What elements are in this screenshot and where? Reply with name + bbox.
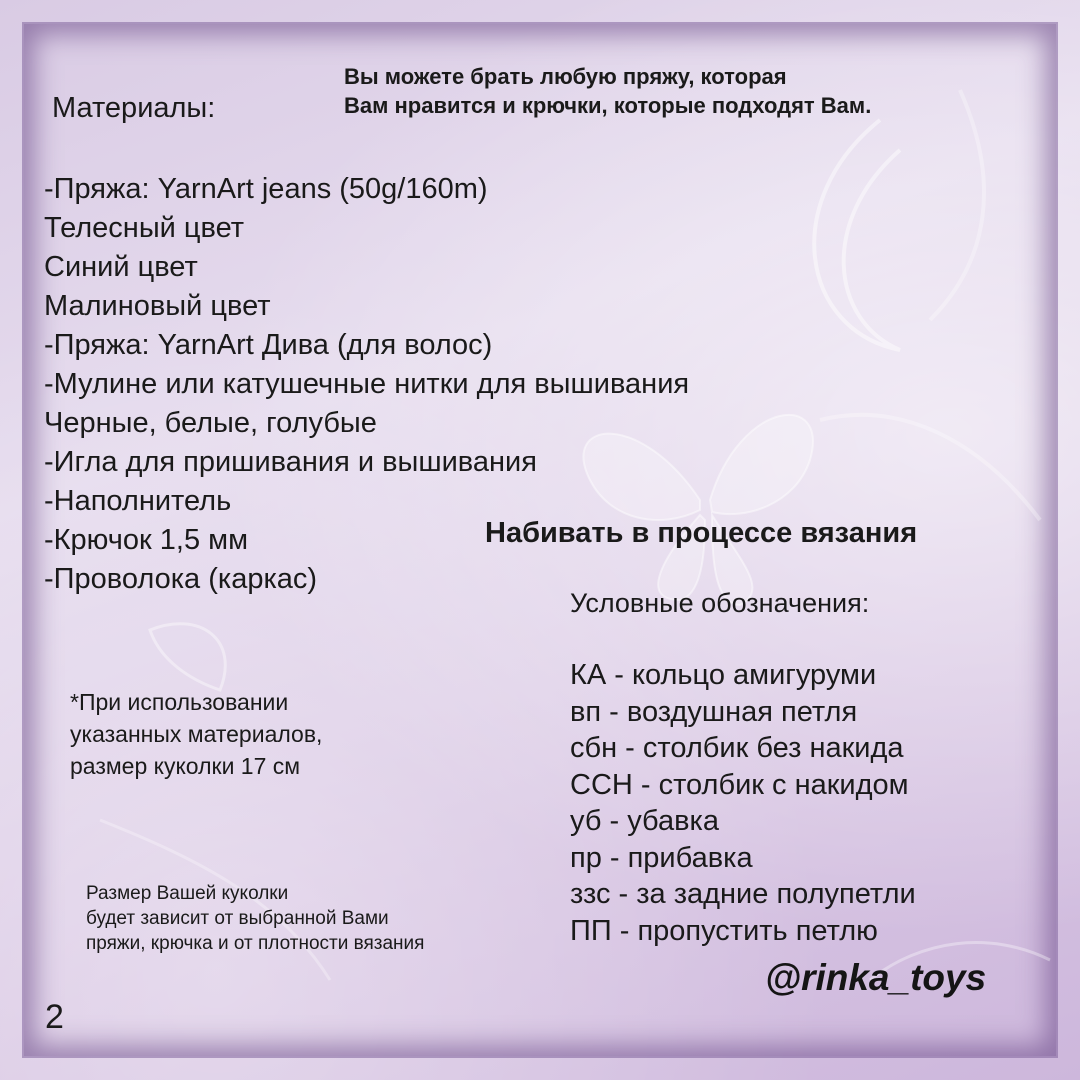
legend-item: сбн - столбик без накида bbox=[570, 732, 904, 764]
yarn-note-line: Размер Вашей куколки bbox=[86, 883, 289, 904]
materials-item: -Наполнитель bbox=[44, 485, 232, 517]
author-handle: @rinka_toys bbox=[765, 957, 987, 998]
materials-item: Телесный цвет bbox=[44, 212, 245, 244]
legend-item: КА - кольцо амигуруми bbox=[570, 659, 877, 691]
legend-item: ПП - пропустить петлю bbox=[570, 914, 878, 947]
legend-item: вп - воздушная петля bbox=[570, 695, 858, 728]
legend-item: ССН - столбик с накидом bbox=[570, 768, 909, 801]
materials-item: Черные, белые, голубые bbox=[44, 407, 377, 439]
materials-item: -Мулине или катушечные нитки для вышивания bbox=[44, 368, 690, 400]
materials-item: Малиновый цвет bbox=[44, 290, 271, 322]
stuffing-note: Набивать в процессе вязания bbox=[485, 517, 918, 549]
intro-note-line: Вам нравится и крючки, которые подходят Вам. bbox=[344, 93, 872, 118]
materials-item: -Крючок 1,5 мм bbox=[44, 524, 249, 556]
materials-item: -Пряжа: YarnArt jeans (50g/160m) bbox=[44, 173, 488, 205]
intro-note-line: Вы можете брать любую пряжу, которая bbox=[344, 64, 787, 89]
legend-item: уб - убавка bbox=[570, 805, 719, 837]
yarn-note bbox=[86, 881, 424, 956]
legend-item: пр - прибавка bbox=[570, 841, 753, 874]
materials-item: Синий цвет bbox=[44, 251, 198, 283]
legend-title: Условные обозначения: bbox=[570, 588, 870, 618]
materials-title: Материалы: bbox=[52, 92, 216, 124]
yarn-note-line: пряжи, крючка и от плотности вязания bbox=[86, 933, 425, 954]
intro-note bbox=[344, 62, 871, 120]
page-number: 2 bbox=[45, 998, 64, 1036]
legend-list bbox=[570, 657, 916, 949]
materials-item: -Проволока (каркас) bbox=[44, 563, 318, 595]
legend-item: ззс - за задние полупетли bbox=[570, 878, 916, 910]
size-note-line: *При использовании bbox=[70, 689, 289, 715]
size-note bbox=[70, 686, 322, 782]
size-note-line: размер куколки 17 см bbox=[70, 753, 301, 779]
size-note-line: указанных материалов, bbox=[70, 721, 323, 747]
yarn-note-line: будет зависит от выбранной Вами bbox=[86, 908, 389, 929]
materials-item: -Игла для пришивания и вышивания bbox=[44, 446, 537, 478]
materials-item: -Пряжа: YarnArt Дива (для волос) bbox=[44, 329, 493, 361]
